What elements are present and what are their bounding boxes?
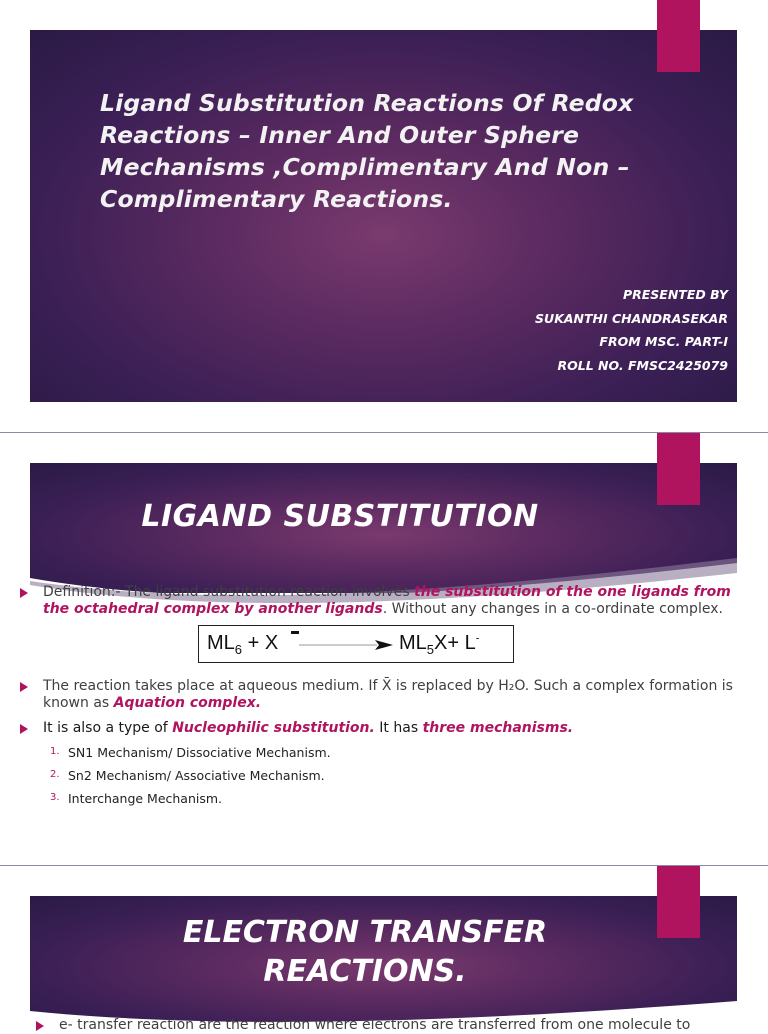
slide-title-text: Ligand Substitution Reactions Of Redox Reactions – Inner And Outer Sphere Mechanisms ,Complimentary And Non – Complimentary Reactions. bbox=[100, 89, 634, 213]
minus-sign bbox=[291, 631, 299, 634]
accent-tab bbox=[657, 0, 700, 72]
slide-heading: LIGAND SUBSTITUTION bbox=[141, 499, 539, 534]
slide-electron-transfer bbox=[0, 866, 768, 1033]
definition-highlight: the substitution of the one ligands from the octahedral complex by another ligands bbox=[43, 584, 731, 617]
nucleophilic-highlight: Nucleophilic substitution. bbox=[172, 720, 375, 736]
heading-line-2: REACTIONS. bbox=[263, 954, 467, 989]
bullet-arrow-icon bbox=[20, 682, 28, 692]
presenter-line: PRESENTED BY bbox=[622, 287, 728, 302]
electron-transfer-text: e- transfer reaction are the reaction where electrons are transferred from one molecule to bbox=[59, 1017, 691, 1033]
heading-line-1: ELECTRON TRANSFER bbox=[182, 915, 548, 950]
list-label: SN1 Mechanism/ Dissociative Mechanism. bbox=[68, 745, 331, 760]
aqueous-text: The reaction takes place at aqueous medium. If X̄ is replaced by H₂O. Such a complex formation is known as bbox=[43, 678, 733, 711]
definition-text: Definition:- The ligand substitution reaction involves bbox=[43, 584, 415, 600]
aquation-highlight: Aquation complex. bbox=[113, 695, 262, 711]
bullet-definition bbox=[20, 584, 755, 618]
list-label: Interchange Mechanism. bbox=[68, 791, 223, 806]
equation-box bbox=[198, 625, 514, 663]
bullet-arrow-icon bbox=[36, 1021, 44, 1031]
slide-title bbox=[0, 0, 768, 432]
list-label: Sn2 Mechanism/ Associative Mechanism. bbox=[68, 768, 325, 783]
accent-tab bbox=[657, 433, 700, 505]
list-number: 2. bbox=[50, 769, 60, 780]
reaction-arrow-icon bbox=[299, 638, 394, 652]
list-number: 1. bbox=[50, 746, 60, 757]
three-mechanisms-highlight: three mechanisms. bbox=[422, 720, 574, 736]
mechanisms-middle: It has bbox=[374, 720, 423, 736]
bullet-electron-transfer bbox=[36, 1017, 756, 1034]
slide-heading bbox=[0, 913, 730, 991]
presenter-info bbox=[535, 283, 728, 377]
definition-suffix: . Without any changes in a co-ordinate complex. bbox=[382, 601, 723, 617]
presenter-course: FROM MSC. PART-I bbox=[599, 334, 728, 349]
equation-lhs: $ML_6 + X$ bbox=[207, 632, 279, 657]
bullet-aqueous bbox=[20, 678, 755, 712]
equation-rhs: $ML_5X+ L^-$ bbox=[399, 632, 480, 657]
bullet-arrow-icon bbox=[20, 588, 28, 598]
bullet-mechanisms bbox=[20, 720, 755, 737]
presenter-name: SUKANTHI CHANDRASEKAR bbox=[535, 310, 728, 326]
bullet-arrow-icon bbox=[20, 724, 28, 734]
presenter-roll: ROLL NO. FMSC2425079 bbox=[557, 357, 728, 373]
nucleophilic-prefix: It is also a type of bbox=[43, 720, 173, 736]
list-number: 3. bbox=[50, 792, 60, 803]
